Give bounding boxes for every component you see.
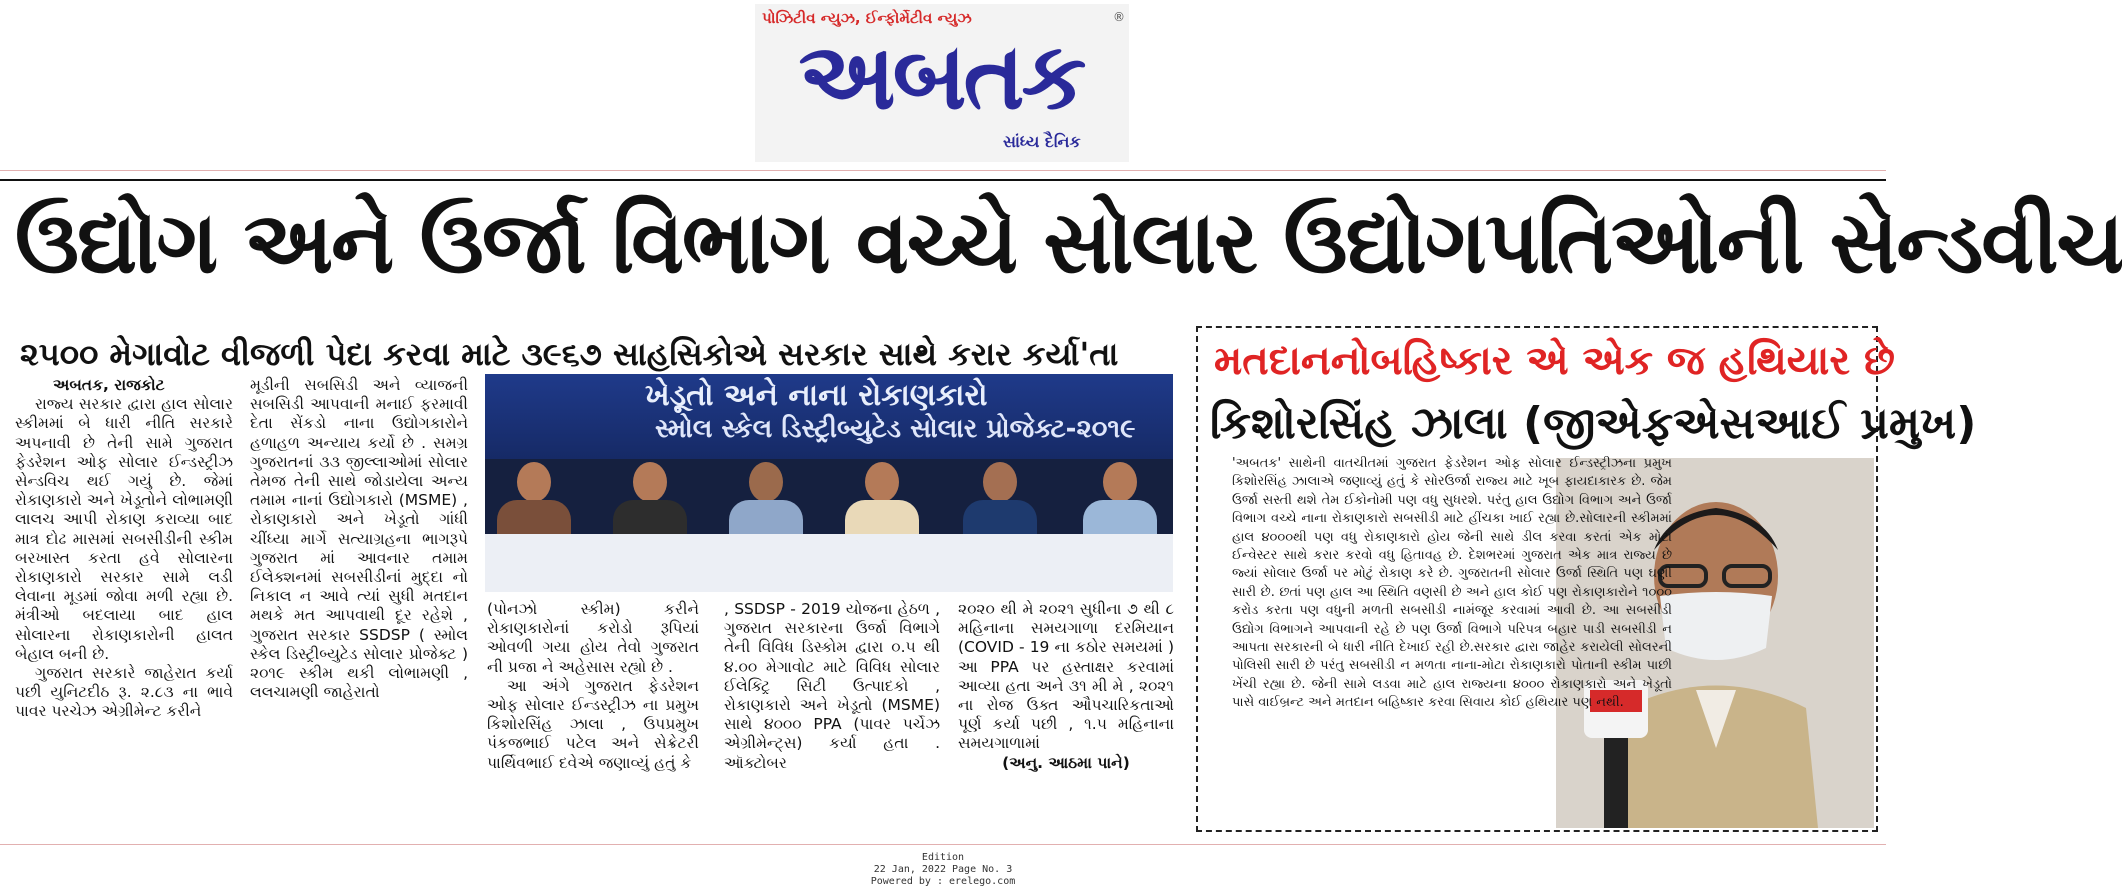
rule-bottom (0, 844, 1886, 845)
dateline: અબતક, રાજકોટ (53, 376, 165, 394)
paragraph: ગુજરાત સરકારે જાહેરાત કર્યા પછી યુનિટદીઠ રૂ. ૨.૮૩ ના ભાવે પાવર પરચેઝ એગ્રીમેન્ટ કરીને (15, 664, 233, 721)
paragraph: મૂડીની સબસિડી અને વ્યાજની સબસિડી આપવાની મનાઈ ફરમાવી દેતા સેંકડો નાના ઉદ્યોગકારોને હળાહળ અન્યાય કર્યો છે . સમગ્ર ગુજરાતનાં ૩૩ જીલ્લાઓમાં સોલાર તેમજ તેની સાથે જોડાયેલા અન્ય તમામ નાનાં ઉદ્યોગકારો (MSME) , રોકાણકારો અને ખેડૂતો ગાંધી ચીંધ્યા માર્ગે સત્યાગ્રહના ભાગરૂપે ગુજરાત માં આવનાર તમામ ઈલેક્શનમાં સબસીડીનાં મુદ્દા નો નિકાલ ન આવે ત્યાં સુધી મતદાન મથકે મત આપવાથી દૂર રહેશે , ગુજરાત સરકાર SSDSP ( સ્મોલ સ્કેલ ડિસ્ટ્રીબ્યુટેડ સોલાર પ્રોજેક્ટ ) ૨૦૧૯ સ્કીમ થકી લોભામણી , લલચામણી જાહેરાતો (250, 376, 468, 702)
box-headline: મતદાનનોબહિષ્કાર એ એક જ હથિયાર છે (1214, 338, 1895, 384)
banner-subtext: સ્મોલ સ્કેલ ડિસ્ટ્રીબ્યુટેડ સોલાર પ્રોજેક્ટ-૨૦૧૯ (655, 414, 1136, 444)
box-body-text: 'અબતક' સાથેની વાતચીતમાં ગુજરાત ફેડરેશન ઓફ સોલાર ઈન્ડસ્ટ્રીઝના પ્રમુખ કિશોરસિંહ ઝાલાએ જણાવ્યું હતું કે સોરઉર્જા રાજ્ય માટે ખૂબ ફાયદાકારક છે. જેમ ઉર્જા સસ્તી થશે તેમ ઈકોનોમી પણ વધુ સુધરશે. પરંતુ હાલ ઉદ્યોગ વિભાગ અને ઉર્જા વિભાગ વચ્ચે નાના રોકાણકારો સબસીડી માટે હીંચકા ખાઈ રહ્યા છે.સોલારની સ્કીમમાં હાલ ૪૦૦૦થી પણ વધુ રોકાણકારો હોય જેની સાથે ડીલ કરવા કરતાં એક મોટા ઈન્વેસ્ટર સાથે કરાર કરવો વધુ હિતાવહ છે. દેશભરમાં ગુજરાત એક માત્ર રાજ્ય છે જ્યાં સોલાર ઉર્જા પર મોટું રોકાણ કરે છે. ગુજરાતની સોલાર ઉર્જા સ્થિતિ પણ ઘણી સારી છે. છતાં પણ હાલ આ સ્થિતિ વણસી છે અને હાલ કોઈ પણ રોકાણકારોને ૧૦૦૦ કરોડ કરતા પણ વધુની મળતી સબસીડી નામંજૂર કરવામાં આવી છે. આ સબસીડી ઉદ્યોગ વિભાગને આપવાની રહે છે પણ ઉર્જા વિભાગે પરિપત્ર બહાર પાડી સબસીડી ન આપતા સરકારની બે ધારી નીતિ દેખાઈ રહી છે.સરકાર દ્વારા જાહેર કરાયેલી સોલરની પોલિસી સારી છે પરંતુ સબસીડી ન મળતા નાના-મોટા રોકાણકારો પોતાની સ્કીમ પાછી ખેંચી રહ્યા છે. જેની સામે લડવા માટે હાલ રાજ્યના ૪૦૦૦ રોકાણકારો અને ખેડૂતો પાસે વાઈબ્રન્ટ અને મતદાન બહિષ્કાર કરવા સિવાય કોઈ હથિયાર પણ નથી. (1232, 456, 1672, 711)
event-photo (485, 374, 1173, 592)
paragraph: આ અંગે ગુજરાત ફેડરેશન ઓફ સોલાર ઈન્ડસ્ટ્રીઝ ના પ્રમુખ કિશોરસિંહ ઝાલા , ઉપપ્રમુખ પંકજભાઈ પટેલ અને સેક્રેટરી પાર્થિવભાઈ દવેએ જણાવ્યું હતું કે (487, 676, 699, 772)
footer-date-page: 22 Jan, 2022 Page No. 3 (873, 864, 1013, 875)
masthead-subtitle: સાંધ્ય દૈનિક (1003, 132, 1081, 151)
table-cloth (485, 534, 1173, 592)
box-subheadline: કિશોરસિંહ ઝાલા (જીએફએસઆઈ પ્રમુખ) (1210, 398, 1977, 449)
footer (0, 852, 1886, 888)
rule-header (0, 179, 1886, 181)
paragraph: ૨૦૨૦ થી મે ૨૦૨૧ સુધીના ૭ થી ૮ મહિનાના સમયગાળા દરમિયાન (COVID - 19 ના કઠોર સમયમાં ) આ PPA પર હસ્તાક્ષર કરવામાં આવ્યા હતા અને ૩૧ મી મે , ૨૦૨૧ ના રોજ ઉક્ત ઔપચારિકતાઓ પૂર્ણ કર્યા પછી , ૧.૫ મહિનાના સમયગાળામાં (958, 600, 1174, 753)
headline: ઉદ્યોગ અને ઉર્જા વિભાગ વચ્ચે સોલાર ઉદ્યોગપતિઓની સેન્ડવીચ (15, 193, 2122, 293)
rule-top (0, 170, 1886, 171)
column-3 (487, 600, 699, 773)
footer-edition: Edition (921, 852, 965, 863)
registered-mark: ® (1113, 10, 1125, 24)
footer-powered-by: Powered by : erelego.com (870, 876, 1016, 887)
column-4 (724, 600, 940, 773)
continued-note: (અનુ. આઠમા પાને) (1002, 753, 1130, 772)
masthead-tagline: પોઝિટીવ ન્યુઝ, ઈન્ફોર્મેટીવ ન્યુઝ (762, 9, 972, 27)
paragraph: (પોનઝો સ્કીમ) કરીને રોકાણકારોનાં કરોડો રૂપિયાં ઓવળી ગયા હોય તેવો ગુજરાત ની પ્રજા ને અહેસાસ રહ્યો છે . (487, 600, 699, 676)
paragraph: , SSDSP - 2019 યોજના હેઠળ , ગુજરાત સરકારના ઉર્જા વિભાગે તેની વિવિધ ડિસ્કોમ દ્વારા ૦.૫ થી ૪.૦૦ મેગાવોટ માટે વિવિધ સોલાર ઈલેક્ટ્રિ સિટી ઉત્પાદકો , રોકાણકારો અને ખેડૂતો (MSME) સાથે ૪૦૦૦ PPA (પાવર પર્ચેઝ એગ્રીમેન્ટ્સ) કર્યા હતા . ઑક્ટોબર (724, 600, 940, 772)
column-5 (958, 600, 1174, 773)
column-1 (15, 376, 233, 722)
subheadline: ૨૫૦૦ મેગાવોટ વીજળી પેદા કરવા માટે ૩૯૬૭ સાહસિકોએ સરકાર સાથે કરાર કર્યા'તા (20, 335, 1119, 373)
banner-text: ખેડૂતો અને નાના રોકાણકારો (645, 378, 988, 413)
newspaper-logo: અબતક (798, 23, 1084, 130)
column-2 (250, 376, 468, 702)
paragraph: રાજ્ય સરકાર દ્વારા હાલ સોલાર સ્કીમમાં બે ધારી નીતિ સરકારે અપનાવી છે તેની સામે ગુજરાત ફેડરેશન ઓફ સોલાર ઈન્ડસ્ટ્રીઝ સેન્ડવિચ થઈ ગયું છે. જેમાં રોકાણકારો અને ખેડૂતોને લોભામણી લાલચ આપી રોકાણ કરાવ્યા બાદ માત્ર દોઢ માસમાં સબસીડીની સ્કીમ બરખાસ્ત કરતા હવે સોલારના રોકાણકારો સરકાર સામે લડી લેવાના મૂડમાં જોવા મળી રહ્યા છે. મંત્રીઓ બદલાયા બાદ હાલ સોલારના રોકાણકારોની હાલત બેહાલ બની છે. (15, 395, 233, 663)
